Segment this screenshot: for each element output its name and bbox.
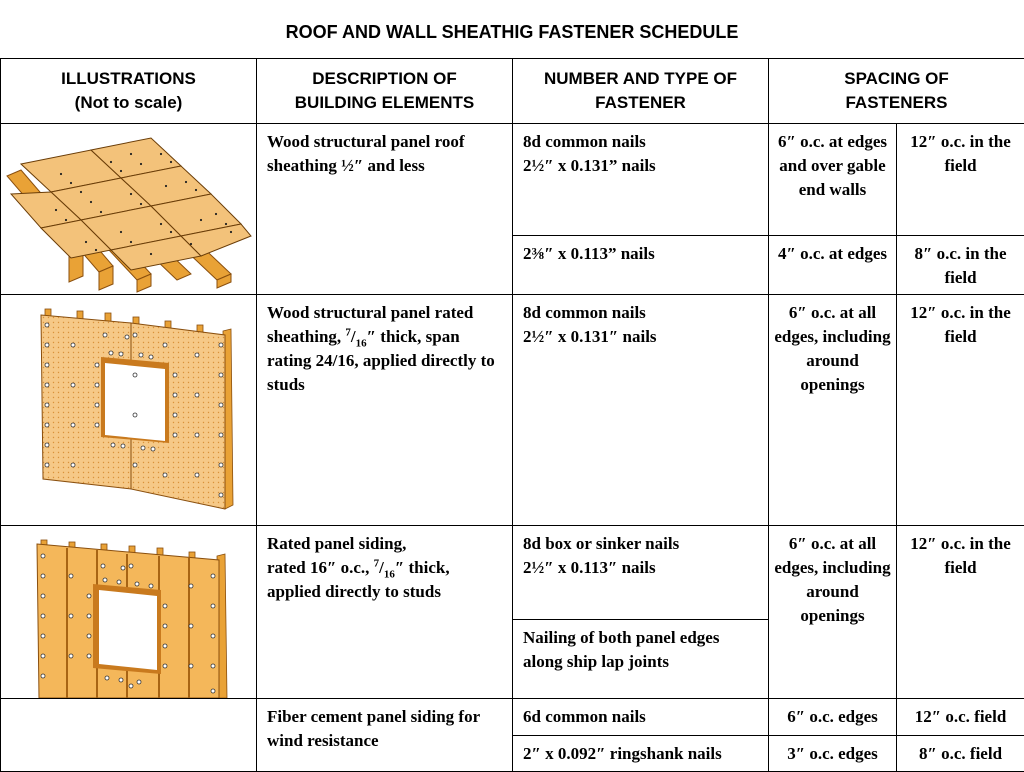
siding-description-line2 [267, 556, 502, 604]
roof-description-cell [257, 124, 513, 295]
siding-fastener-b-cell [513, 619, 769, 698]
fiber-field-spacing-a: 12″ o.c. field [897, 699, 1024, 729]
roof-edge-spacing-b: 4″ o.c. at edges [769, 236, 896, 266]
fiber-fastener-a-cell [513, 699, 769, 736]
siding-field-cell [897, 526, 1024, 699]
page-title: ROOF AND WALL SHEATHIG FASTENER SCHEDULE [0, 22, 1024, 43]
siding-fastener-b: Nailing of both panel edges along ship lap joints [513, 620, 768, 674]
wall-fastener-cell [513, 295, 769, 526]
fiber-fastener-a: 6d common nails [513, 699, 768, 729]
header-illustrations [1, 59, 257, 124]
fiber-edge-a-cell [769, 699, 897, 736]
wall-description-part1: Wood structural panel rated sheathing, [267, 303, 473, 346]
wall-description-denominator: 16 [356, 337, 367, 349]
siding-edge-spacing: 6″ o.c. at all edges, including around openings [769, 526, 896, 628]
wall-description-part2: ″ thick, span rating 24/16, applied directly to studs [267, 327, 495, 394]
panel-siding-illustration [1, 526, 257, 698]
header-fastener: NUMBER AND TYPE OF FASTENER [513, 59, 769, 124]
roof-edge-a-cell [769, 124, 897, 236]
roof-illustration-cell [1, 124, 257, 295]
wall-sheathing-illustration [1, 295, 257, 525]
fiber-field-a-cell [897, 699, 1024, 736]
wall-fastener-line2: 2½″ x 0.131″ nails [523, 325, 758, 349]
siding-fastener-a-cell [513, 526, 769, 620]
siding-description-part1: rated 16″ o.c., [267, 558, 374, 577]
wall-edge-spacing: 6″ o.c. at all edges, including around openings [769, 295, 896, 397]
siding-fastener-a-line2: 2½″ x 0.113″ nails [523, 556, 758, 580]
fiber-description-cell [257, 699, 513, 772]
fiber-field-spacing-b: 8″ o.c. field [897, 736, 1024, 766]
fiber-description: Fiber cement panel siding for wind resistance [257, 699, 512, 753]
siding-fastener-a [513, 526, 768, 580]
roof-edge-b-cell [769, 236, 897, 295]
wall-illustration-cell [1, 295, 257, 526]
roof-description: Wood structural panel roof sheathing ½″ and less [257, 124, 512, 178]
fiber-fastener-b: 2″ x 0.092″ ringshank nails [513, 736, 768, 766]
wall-description-slash: / [351, 327, 356, 346]
roof-fastener-a [513, 124, 768, 178]
roof-fastener-b: 2⅜″ x 0.113” nails [513, 236, 768, 266]
fiber-edge-spacing-b: 3″ o.c. edges [769, 736, 896, 766]
fiber-edge-spacing-a: 6″ o.c. edges [769, 699, 896, 729]
header-illustrations-note: (Not to scale) [1, 91, 256, 115]
table-row [1, 124, 1024, 236]
roof-fastener-a-line1: 8d common nails [523, 130, 758, 154]
header-description: DESCRIPTION OF BUILDING ELEMENTS [257, 59, 513, 124]
siding-description-denominator: 16 [384, 568, 395, 580]
wall-edge-cell [769, 295, 897, 526]
fiber-field-b-cell [897, 736, 1024, 772]
siding-illustration-cell [1, 526, 257, 699]
siding-description-part2: ″ thick, applied directly to studs [267, 558, 450, 601]
roof-fastener-a-cell [513, 124, 769, 236]
siding-description-cell [257, 526, 513, 699]
wall-description-numerator: 7 [345, 326, 351, 338]
roof-sheathing-illustration [1, 124, 257, 294]
siding-description-line1: Rated panel siding, [267, 532, 502, 556]
wall-description [257, 295, 512, 397]
roof-field-a-cell [897, 124, 1024, 236]
header-row [1, 59, 1024, 124]
header-spacing: SPACING OF FASTENERS [769, 59, 1024, 124]
siding-description-numerator: 7 [374, 557, 380, 569]
table-row [1, 699, 1024, 736]
roof-fastener-a-line2: 2½″ x 0.131” nails [523, 154, 758, 178]
siding-field-spacing: 12″ o.c. in the field [897, 526, 1024, 580]
header-illustrations-label: ILLUSTRATIONS [1, 67, 256, 91]
roof-field-spacing-a: 12″ o.c. in the field [897, 124, 1024, 178]
wall-fastener [513, 295, 768, 349]
siding-description-slash: / [379, 558, 384, 577]
wall-description-cell [257, 295, 513, 526]
fiber-illustration-cell [1, 699, 257, 772]
roof-field-b-cell [897, 236, 1024, 295]
fiber-fastener-b-cell [513, 736, 769, 772]
siding-description [257, 526, 512, 604]
wall-field-cell [897, 295, 1024, 526]
roof-edge-spacing-a: 6″ o.c. at edges and over gable end walls [769, 124, 896, 202]
wall-field-spacing: 12″ o.c. in the field [897, 295, 1024, 349]
wall-fastener-line1: 8d common nails [523, 301, 758, 325]
fiber-edge-b-cell [769, 736, 897, 772]
table-row [1, 295, 1024, 526]
fastener-schedule-table [0, 58, 1024, 772]
roof-field-spacing-b: 8″ o.c. in the field [897, 236, 1024, 290]
siding-fastener-a-line1: 8d box or sinker nails [523, 532, 758, 556]
roof-fastener-b-cell [513, 236, 769, 295]
siding-edge-cell [769, 526, 897, 699]
table-row [1, 526, 1024, 620]
